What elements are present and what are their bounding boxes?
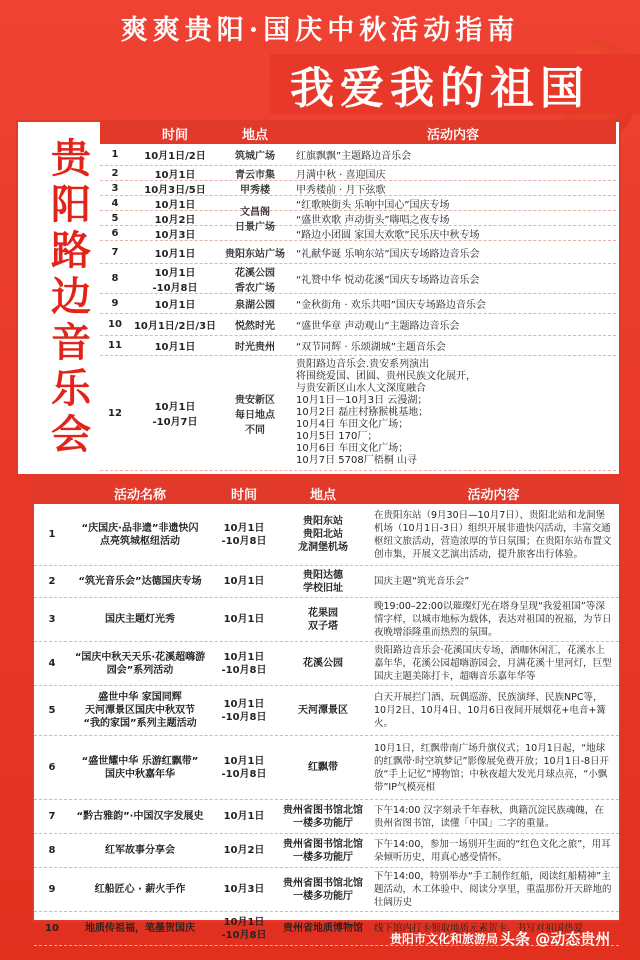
row-number: 9 [111,298,119,309]
row-number: 5 [48,705,56,716]
row-time: 10月1日 [154,199,196,211]
row-time: 10月1日 [154,248,196,260]
watermark [500,928,610,949]
header-place: 地点 [241,127,268,143]
row-content: “金秋街角 · 欢乐共唱”国庆专场路边音乐会 [296,300,486,311]
row-name: 红军故事分享会 [105,845,175,856]
row-number: 1 [48,529,56,540]
row-content: “礼赞中华 悦动花溪”国庆专场路边音乐会 [296,275,480,286]
header-place: 地点 [309,487,336,503]
header-time: 时间 [230,487,257,503]
concert-row [100,181,616,196]
header-line: 爽爽贵阳·国庆中秋活动指南 [120,15,520,46]
row-content: “红歌映街头 乐响中国心”国庆专场 [296,199,450,211]
row-place: 天河潭景区 [298,705,348,716]
row-time: 10月1日 -10月8日 [221,522,267,547]
row-name: “国庆中秋天天乐·花溪超嗨游 园会”系列活动 [74,651,206,676]
row-time: 10月2日 [154,214,196,226]
row-content: “礼献华诞 乐响东站”国庆专场路边音乐会 [296,248,480,260]
concert-row [100,196,616,211]
row-content: 贵阳路边音乐会·花溪国庆专场，酒咖休闲汇，花溪水上嘉年华，花溪公园超嗨游园会，月满花溪十里河灯，巨型国庆主题美陈打卡，超嗨音乐嘉年华等 [374,645,612,682]
concert-row [100,264,616,294]
row-content: 贵阳路边音乐会.贵安系列演出 将围绕爱国、团圆、贵州民族文化展开， 与贵安新区山水人文深度融合 10月1日－10月3日 云漫湖； 10月2日 磊庄村猕猴桃基地； 10月4日 车田文化广场； 10月5日 170厂； 10月6日 车田文化广场； 10月7日 5708厂梧桐 山寻 [296,359,476,466]
watermark-text: 头条 @动态贵州 [500,930,611,948]
row-place: 筑城广场 [235,151,275,162]
row-content: 月满中秋 · 喜迎国庆 [296,169,386,181]
row-content: “路边小团圆 家国大欢歌”民乐庆中秋专场 [296,229,480,241]
row-number: 12 [108,407,122,419]
banner-title: 我爱我的祖国 [290,63,590,114]
header-content: 活动内容 [426,127,479,143]
row-content: 10月1日，红飘带南广场升旗仪式；10月1日起，“地球的红飘带·时空筑梦记”影像展免费开放；10月1日-8日开放“手上记忆”博物馆；中秋夜超大发光月球点亮，“小飘带”IP气模亮相 [374,742,610,793]
row-place: 花果园 双子塔 [308,607,338,632]
row-number: 7 [111,246,119,258]
activity-row [34,642,619,686]
row-place: 泉湖公园 [235,300,275,311]
row-time: 10月1日 -10月8日 [221,755,267,780]
row-content: 下午14:00 汉字刻录千年春秋，典籍沉淀民族魂魄，在贵州省图书馆，读懂「中国」二字的重量。 [374,804,604,829]
row-content: 在贵阳东站（9月30日—10月7日）、贵阳北站和龙洞堡机场（10月1日-3日）组织开展非遗快闪活动，丰富交通枢纽文旅活动，营造浓厚的节日氛围；在贵阳东站布置文创市集，开展文艺演出活动，提升旅客出行体验。 [374,509,612,560]
row-number: 7 [48,811,56,822]
row-time: 10月1日 -10月7日 [152,402,198,428]
row-number: 8 [48,845,56,856]
activity-row [34,800,619,834]
row-name: “盛世耀中华 乐游红飘带” 国庆中秋嘉年华 [81,755,199,780]
row-name: “庆国庆·品非遗”非遗快闪 点亮筑城枢纽活动 [81,522,199,547]
row-number: 8 [111,273,119,284]
concert-table-header [100,122,616,144]
row-number: 2 [111,167,119,179]
row-number: 9 [48,884,56,895]
activity-row [34,566,619,598]
row-time: 10月1日 [223,614,265,625]
header-content: 活动内容 [467,487,520,503]
row-number: 4 [48,658,56,669]
row-time: 10月1日 [154,342,196,353]
row-time: 10月2日 [223,845,265,856]
activity-row [34,598,619,642]
activity-row [34,504,619,566]
footer-org: 贵阳市文化和旅游局 [390,932,499,946]
row-content: “盛世欢歌 声动街头”嗨唱之夜专场 [296,214,450,226]
row-number: 3 [111,182,119,194]
row-number: 4 [111,197,119,209]
row-number: 6 [111,227,119,239]
row-place: 贵州省地质博物馆 [283,923,363,934]
row-time: 10月1日 -10月8日 [221,651,267,676]
row-number: 6 [48,762,56,773]
row-time: 10月1日 -10月8日 [221,698,267,723]
row-place: 贵安新区 每日地点 不同 [235,394,275,436]
row-number: 10 [45,923,59,934]
row-place: 青云市集 [235,169,275,181]
row-place: 贵州省图书馆北馆 一楼多功能厅 [283,877,363,902]
row-place: 悦然时光 [235,321,275,332]
row-content: “盛世华章 声动观山”主题路边音乐会 [296,321,460,332]
activity-row [34,834,619,868]
row-number: 10 [108,319,122,330]
row-place: 贵州省图书馆北馆 一楼多功能厅 [283,804,363,829]
row-time: 10月1日 -10月8日 [221,916,267,941]
row-time: 10月1日 [223,811,265,822]
concert-row [100,241,616,264]
concert-row [100,314,616,336]
row-place: 花溪公园 香农广场 [235,267,275,294]
row-content: 下午14:00，参加一场别开生面的“红色文化之旅”，用耳朵倾听历史，用真心感受情怀。 [374,838,611,863]
row-number: 3 [48,614,56,625]
row-name: 地质传祖福，笔墨贺国庆 [85,923,195,934]
concert-row [100,166,616,181]
row-time: 10月1日/2日 [144,151,206,162]
row-number: 2 [48,576,56,587]
row-content: 国庆主题“筑光音乐会” [374,576,470,587]
activity-row [34,736,619,800]
row-content: 线下馆内打卡领取地质元素贺卡，书写对祖国热爱 [374,923,584,934]
row-content: 白天开展拦门酒、玩偶巡游、民族演绎、民族NPC等，10月2日、10月4日、10月6日夜间开展烟花+电音+篝火。 [374,692,606,729]
activity-row [34,686,619,736]
row-place: 贵州省图书馆北馆 一楼多功能厅 [283,838,363,863]
row-place: 时光贵州 [235,342,275,353]
row-time: 10月1日/2日/3日 [133,321,217,332]
header-time: 时间 [161,127,188,143]
row-content: 晚19:00–22:00以璀璨灯光在塔身呈现“我爱祖国”等深情字样，以城市地标为载体，表达对祖国的祝福，为节日夜晚增添隆重而热烈的氛围。 [374,601,612,638]
side-title: 贵阳路边音乐会 [51,135,91,458]
concert-row [100,336,616,356]
row-number: 1 [111,149,119,160]
row-place: 花溪公园 [303,658,343,669]
row-content: 红旗飘飘”主题路边音乐会 [296,151,412,162]
row-place: 贵阳达德 学校旧址 [303,569,343,594]
row-name: “黔古雅韵”·中国汉字发展史 [76,811,204,822]
row-content: 甲秀楼前 · 月下弦歌 [296,184,386,196]
concert-row [100,294,616,314]
concert-row [100,226,616,241]
activity-table-header [34,482,619,504]
concert-row [100,356,616,471]
row-time: 10月3日 [223,884,265,895]
row-name: “筑光音乐会”达德国庆专场 [78,576,202,587]
row-name: 国庆主题灯光秀 [105,614,175,625]
concert-table [100,122,616,471]
row-place: 甲秀楼 [240,184,270,196]
row-time: 10月1日 [154,169,196,181]
row-content: “双节同辉 · 乐颂湖城”主题音乐会 [296,342,446,353]
activity-table-body [34,504,619,946]
row-name: 红船匠心 · 薪火手作 [94,884,186,895]
row-time: 10月1日 [154,300,196,311]
row-place: 红飘带 [308,762,338,773]
header-name: 活动名称 [113,487,166,503]
concert-table-body [100,144,616,471]
row-place: 贵阳东站 贵阳北站 龙洞堡机场 [298,516,348,553]
row-time: 10月3日 [154,229,196,241]
row-name: 盛世中华 家国同辉 天河潭景区国庆中秋双节 “我的家国”系列主题活动 [83,692,197,729]
activity-row [34,868,619,912]
concert-row [100,207,616,233]
row-time: 10月1日 -10月8日 [152,267,198,294]
row-content: 下午14:00，特别举办“手工制作红船，阅读红船精神”主题活动，木工体验中、阅读分享里，重温那份开天辟地的壮阔历史 [374,871,612,908]
row-place: 文昌阁 日景广场 [235,207,275,233]
row-number: 11 [108,340,122,351]
row-place: 贵阳东站广场 [225,248,285,260]
concert-row [100,144,616,166]
row-time: 10月1日 [223,576,265,587]
row-number: 5 [111,212,119,224]
row-time: 10月3日/5日 [144,184,206,196]
